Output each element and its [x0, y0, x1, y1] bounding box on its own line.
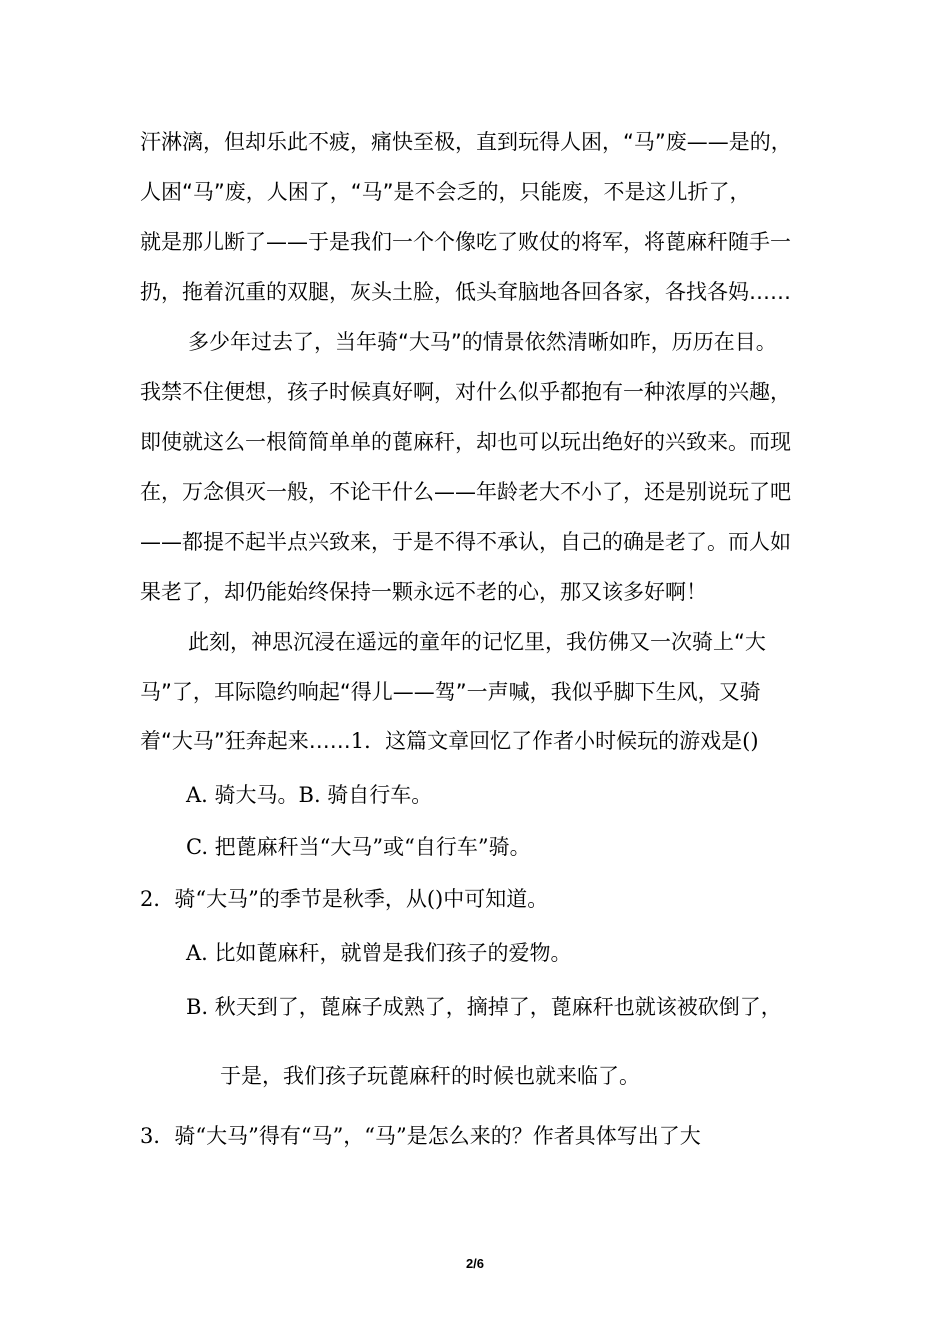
paragraph-line: 就是那儿断了——于是我们一个个像吃了败仗的将军，将蓖麻秆随手一 — [140, 230, 791, 254]
paragraph-line-mixed — [140, 726, 840, 756]
paragraph-line: 多少年过去了，当年骑“大马”的情景依然清晰如昨，历历在目。 — [188, 330, 777, 354]
paragraph-line: 即使就这么一根简简单单的蓖麻秆，却也可以玩出绝好的兴致来。而现 — [140, 430, 791, 454]
paragraph-line: ——都提不起半点兴致来，于是不得不承认，自己的确是老了。而人如 — [140, 530, 791, 554]
question-2-option-b: B. 秋天到了，蓖麻子成熟了，摘掉了，蓖麻秆也就该被砍倒了， — [186, 995, 782, 1019]
paragraph-line: 此刻，神思沉浸在遥远的童年的记忆里，我仿佛又一次骑上“大 — [188, 630, 766, 654]
paragraph-line: 在，万念俱灭一般，不论干什么——年龄老大不小了，还是别说玩了吧 — [140, 480, 791, 504]
question-2-stem: 2．骑“大马”的季节是秋季，从()中可知道。 — [140, 887, 549, 911]
question-1-stem: 1．这篇文章回忆了作者小时候玩的游戏是() — [350, 729, 759, 753]
paragraph-line: 人困“马”废，人困了，“马”是不会乏的，只能废，不是这儿折了， — [140, 180, 751, 204]
paragraph-line: 我禁不住便想，孩子时候真好啊，对什么似乎都抱有一种浓厚的兴趣， — [140, 380, 791, 404]
question-3-stem: 3．骑“大马”得有“马”，“马”是怎么来的？作者具体写出了大 — [140, 1124, 701, 1148]
page-number: 2/6 — [465, 1256, 485, 1271]
question-1-options-ab: A. 骑大马。B. 骑自行车。 — [186, 783, 433, 807]
question-2-option-a: A. 比如蓖麻秆，就曾是我们孩子的爱物。 — [186, 941, 572, 965]
paragraph-line: 汗淋漓，但却乐此不疲，痛快至极，直到玩得人困，“马”废——是的， — [140, 130, 792, 154]
paragraph-line: 马”了，耳际隐约响起“得儿——驾”一声喊，我似乎脚下生风，又骑 — [140, 680, 761, 704]
question-2-option-b-continued: 于是，我们孩子玩蓖麻秆的时候也就来临了。 — [220, 1064, 640, 1088]
paragraph-ending: 着“大马”狂奔起来…… — [140, 729, 351, 753]
paragraph-line: 扔，拖着沉重的双腿，灰头土脸，低头耷脑地各回各家，各找各妈…… — [140, 280, 791, 304]
question-1-option-c: C. 把蓖麻秆当“大马”或“自行车”骑。 — [186, 835, 531, 859]
paragraph-line: 果老了，却仍能始终保持一颗永远不老的心，那又该多好啊！ — [140, 580, 707, 604]
